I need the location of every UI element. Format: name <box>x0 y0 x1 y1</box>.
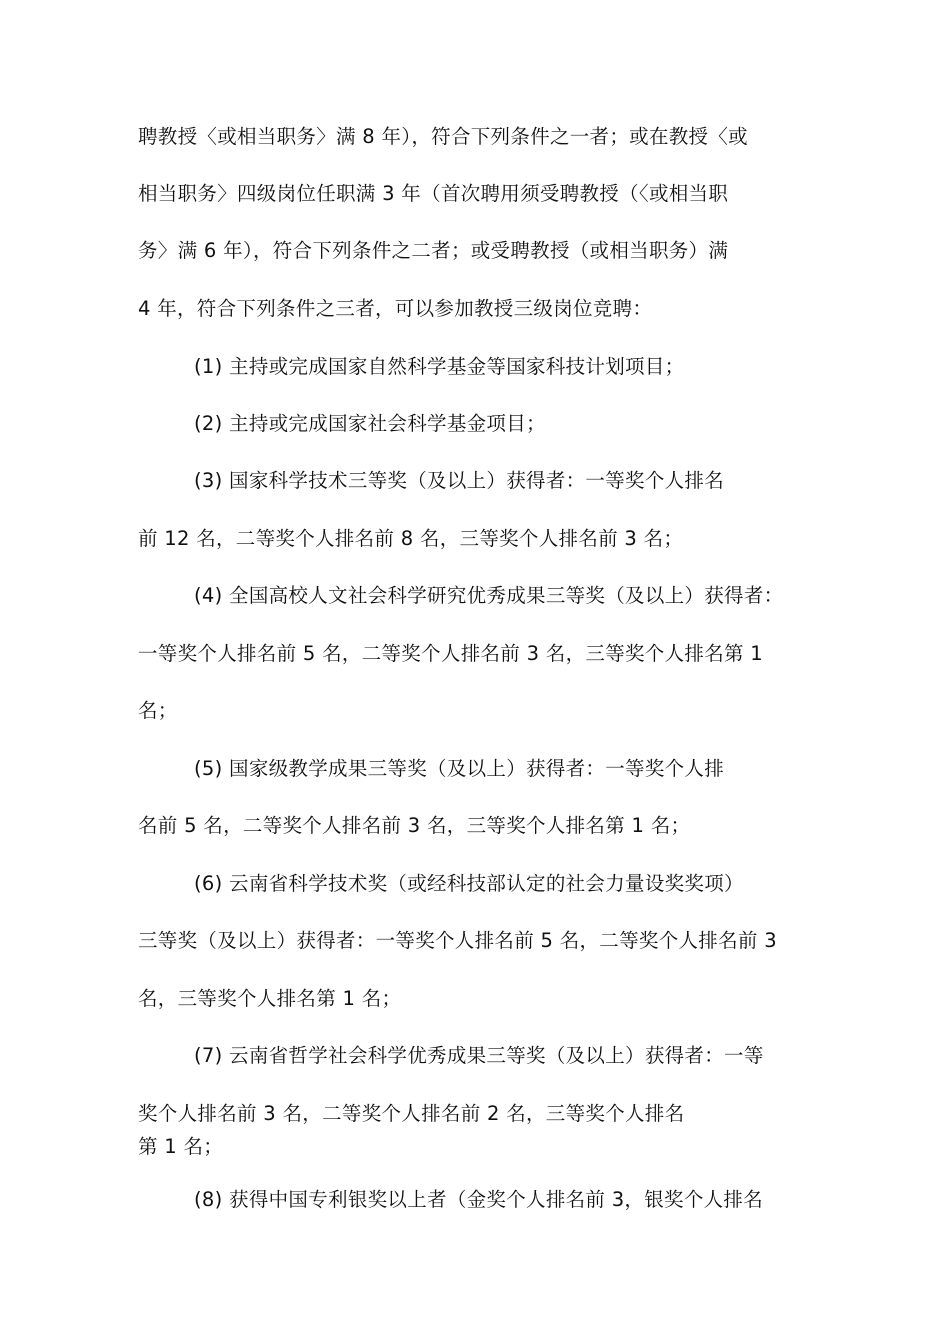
list-item-7-cont-1: 奖个人排名前 3 名，二等奖个人排名前 2 名，三等奖个人排名 <box>138 1102 685 1125</box>
text-line-2: 相当职务〉四级岗位任职满 3 年（首次聘用须受聘教授（〈或相当职 <box>138 182 729 205</box>
list-item-5: (5) 国家级教学成果三等奖（及以上）获得者：一等奖个人排 <box>194 757 725 780</box>
list-item-4-cont-1: 一等奖个人排名前 5 名，二等奖个人排名前 3 名，三等奖个人排名第 1 <box>138 642 764 665</box>
list-item-3: (3) 国家科学技术三等奖（及以上）获得者：一等奖个人排名 <box>194 469 725 492</box>
list-item-3-cont: 前 12 名，二等奖个人排名前 8 名，三等奖个人排名前 3 名； <box>138 527 684 550</box>
list-item-2: (2) 主持或完成国家社会科学基金项目； <box>194 412 546 435</box>
list-item-6: (6) 云南省科学技术奖（或经科技部认定的社会力量设奖奖项） <box>194 872 744 895</box>
list-item-4-cont-2: 名； <box>138 699 178 722</box>
text-line-4: 4 年，符合下列条件之三者，可以参加教授三级岗位竞聘： <box>138 297 653 320</box>
text-line-3: 务〉满 6 年），符合下列条件之二者；或受聘教授（或相当职务）满 <box>138 239 729 262</box>
list-item-6-cont-2: 名，三等奖个人排名第 1 名； <box>138 987 402 1010</box>
list-item-6-cont-1: 三等奖（及以上）获得者：一等奖个人排名前 5 名，二等奖个人排名前 3 <box>138 929 777 952</box>
list-item-1: (1) 主持或完成国家自然科学基金等国家科技计划项目； <box>194 355 685 378</box>
list-item-7-cont-2: 第 1 名； <box>138 1135 224 1158</box>
list-item-4: (4) 全国高校人文社会科学研究优秀成果三等奖（及以上）获得者： <box>194 584 784 607</box>
text-line-1: 聘教授〈或相当职务〉满 8 年），符合下列条件之一者；或在教授〈或 <box>138 125 748 148</box>
list-item-7: (7) 云南省哲学社会科学优秀成果三等奖（及以上）获得者：一等 <box>194 1044 764 1067</box>
list-item-8: (8) 获得中国专利银奖以上者（金奖个人排名前 3，银奖个人排名 <box>194 1188 764 1211</box>
list-item-5-cont: 名前 5 名，二等奖个人排名前 3 名，三等奖个人排名第 1 名； <box>138 814 691 837</box>
